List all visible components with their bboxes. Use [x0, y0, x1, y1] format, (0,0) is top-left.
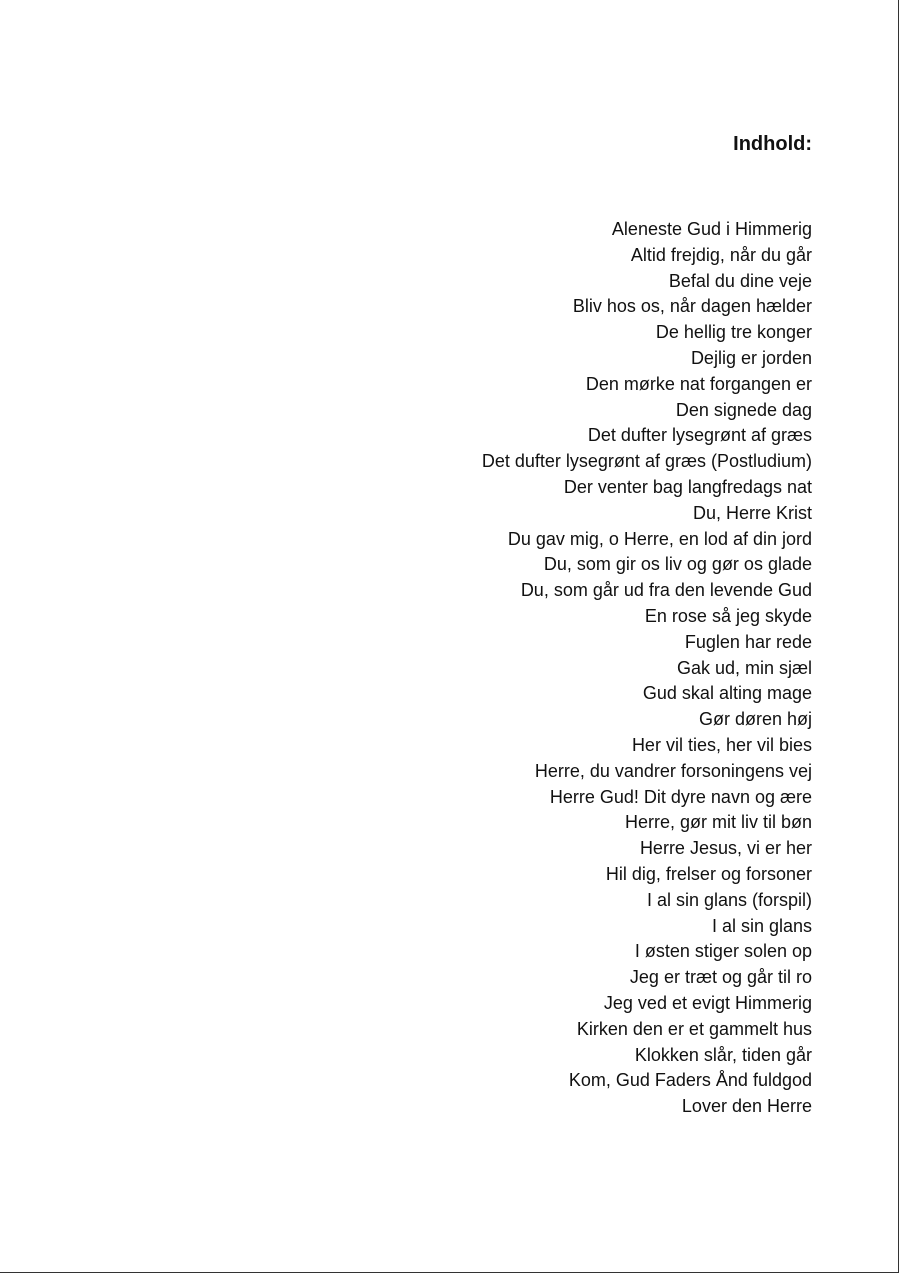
toc-entry: Gud skal alting mage — [642, 683, 812, 704]
toc-entry: Herre, du vandrer forsoningens vej — [534, 760, 812, 781]
toc-entry: Fuglen har rede — [684, 631, 812, 652]
toc-entry: Bliv hos os, når dagen hælder — [572, 296, 812, 317]
toc-list — [482, 217, 812, 1120]
toc-entry: Gør døren høj — [698, 709, 812, 730]
toc-entry: Herre, gør mit liv til bøn — [624, 812, 812, 833]
toc-entry: Jeg ved et evigt Himmerig — [603, 992, 812, 1013]
page-title: Indhold: — [733, 133, 812, 155]
toc-entry: Gak ud, min sjæl — [676, 657, 812, 678]
toc-entry: En rose så jeg skyde — [644, 605, 812, 626]
toc-entry: Altid frejdig, når du går — [630, 244, 812, 265]
toc-entry: Herre Jesus, vi er her — [639, 838, 812, 859]
toc-entry: Der venter bag langfredags nat — [563, 476, 812, 497]
toc-entry: Du, Herre Krist — [692, 502, 812, 523]
toc-entry: I al sin glans (forspil) — [646, 889, 812, 910]
toc-entry: Den mørke nat forgangen er — [585, 373, 812, 394]
toc-entry: Jeg er træt og går til ro — [629, 967, 812, 988]
toc-entry: Du, som gir os liv og gør os glade — [543, 554, 812, 575]
toc-entry: Du, som går ud fra den levende Gud — [520, 580, 812, 601]
toc-entry: Du gav mig, o Herre, en lod af din jord — [507, 528, 812, 549]
toc-entry: Lover den Herre — [681, 1096, 812, 1117]
toc-entry: Kom, Gud Faders Ånd fuldgod — [568, 1070, 812, 1091]
toc-entry: Kirken den er et gammelt hus — [576, 1018, 812, 1039]
toc-entry: I østen stiger solen op — [634, 941, 812, 962]
toc-entry: Det dufter lysegrønt af græs — [587, 425, 812, 446]
toc-entry: Det dufter lysegrønt af græs (Postludium) — [481, 451, 812, 472]
toc-entry: Hil dig, frelser og forsoner — [605, 863, 812, 884]
toc-entry: Befal du dine veje — [668, 270, 812, 291]
toc-entry: I al sin glans — [711, 915, 812, 936]
toc-entry: De hellig tre konger — [655, 322, 812, 343]
toc-entry: Den signede dag — [675, 399, 812, 420]
toc-entry: Aleneste Gud i Himmerig — [611, 219, 812, 239]
toc-entry: Her vil ties, her vil bies — [631, 734, 812, 755]
toc-entry: Klokken slår, tiden går — [634, 1044, 812, 1065]
toc-entry: Herre Gud! Dit dyre navn og ære — [549, 786, 812, 807]
toc-entry: Dejlig er jorden — [690, 347, 812, 368]
